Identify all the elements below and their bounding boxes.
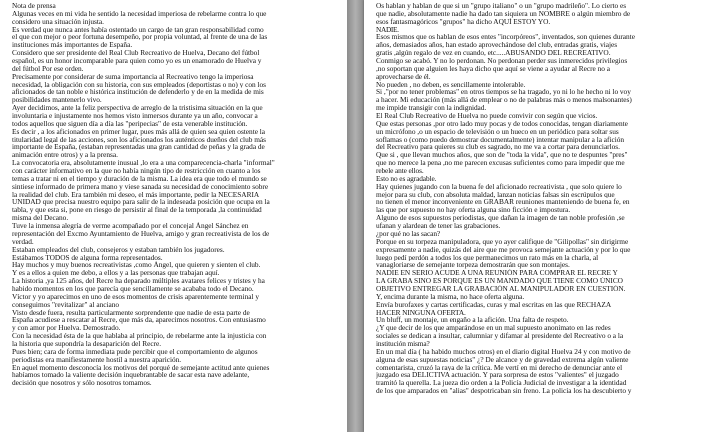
- text-line: con carácter informativo en la que no había ningún tipo de restricción en cuanto a los: [12, 167, 261, 175]
- text-line: que nadie, absolutamente nadie ha dado tan siquiera un NOMBRE o algún miembro de: [376, 9, 631, 18]
- text-line: mejor para su club, con absoluta maldad, lanzan noticias falsas sin escrúpulos que: [376, 190, 615, 199]
- text-line: la realidad del club. Era también mi deseo, el más importante, pedir la NECESARIA: [12, 190, 260, 199]
- text-line: luego pedí perdón a todos los que permanecimos un rato más en la charla, al: [376, 253, 599, 262]
- text-line: España acudiese a rescatar al Recre, que más da, aparecimos nosotros. Con entusiasmo: [12, 316, 266, 325]
- text-line: un micrófono ,o un espacio de televisión o un hueco en un periódico para soltar sus: [376, 127, 619, 136]
- text-line: esos fantasmagóricos "grupos" ha dicho AQUÍ ESTOY YO.: [376, 17, 551, 26]
- text-line: vanagloriarse de semejante torpeza demostrarán que son montajes.: [376, 261, 570, 270]
- text-line: NADIE.: [376, 25, 399, 34]
- text-line: Es decir , a los aficionados en primer lugar, pues más allá de quien sea quien ostente la: [12, 127, 266, 136]
- text-line: comentarista, cruzó la raya de la crítica. Me vertí en mi derecho de denunciar ante el: [376, 363, 623, 372]
- text-line: OBJETIVO ENTREGAR LA GRABACIÓN AL MANIPULADOR EN CUESTIÓN.: [376, 284, 626, 293]
- text-line: Visto desde fuera, resulta particularmente sorprendente que nadie de esta parte de: [12, 308, 250, 317]
- text-line: Algunas veces en mi vida he sentido la necesidad imperiosa de rebelarme contra lo que: [12, 9, 267, 18]
- text-line: Que si , que llevan muchos años, que son de "toda la vida", que no te despuntes "pres": [376, 151, 628, 160]
- text-line: me impide transigir con la indignidad.: [376, 104, 487, 113]
- text-line: Os hablan y hablan de que si un "grupo italiano" o un "grupo madrileño". Lo cierto es: [376, 2, 627, 10]
- text-line: gratis ,algún regalo de vez en cuando, etc.....ABUSANDO DEL RECREATIVO.: [376, 49, 611, 58]
- text-line: Es verdad que nunca antes había ostentado un cargo de tan gran responsabilidad como: [12, 25, 264, 34]
- text-line: aprovecharse de él.: [376, 72, 431, 81]
- text-line: titularidad legal de las acciones, son los aficionados los auténticos dueños del club más: [12, 135, 266, 144]
- page-gutter: [347, 0, 364, 432]
- text-line: ¿Y que decir de los que amparándose en un mal supuesto anonimato en las redes: [376, 324, 611, 333]
- text-line: español, es un honor incomparable para quien como yo es un enamorado de Huelva y: [12, 57, 262, 65]
- text-line: Víctor y yo aparecimos en uno de esos momentos de crisis aparentemente terminal y: [12, 292, 259, 301]
- text-line: juzgado esa DELICTIVA actuación. Y para sorpresa de estos "valientes" el juzgado: [376, 371, 619, 380]
- text-line: habido momentos en los que parecía que sencillamente se acababa todo el Decano.: [12, 284, 254, 293]
- text-line: Hay quienes jugando con la buena fe del aficionado recreativista , que solo quiere lo: [376, 182, 622, 191]
- text-line: no tienen el menor inconveniente en GRABAR reuniones manteniendo de buena fe, en: [376, 198, 630, 207]
- text-line: del fútbol Por ese orden.: [12, 64, 84, 73]
- text-line: Conmigo se acabó. Y no lo perdonan. No perdonan perder sus inmerecidos privilegios: [376, 57, 628, 65]
- text-line: necesidad, la obligación con su historia, con sus empleados (deportistas o no) y con los: [12, 80, 266, 89]
- document-page-right: [364, 0, 707, 432]
- text-line: animación entre otros) y a la prensa.: [12, 151, 118, 160]
- text-line: verdad.: [12, 237, 34, 246]
- text-line: LA GRABA SINO ES PORQUE ES UN MANDADO QUE TIENE COMO ÚNICO: [376, 277, 623, 285]
- text-line: ,no soportan que alguien les haya dicho que aquí se viene a ayudar al Recre no a: [376, 64, 610, 73]
- text-line: Estaban empleados del club, consejeros y estaban también los jugadores.: [12, 245, 225, 254]
- text-line: El Real Club Recreativo de Huelva no puede convivir con según que vicios.: [376, 112, 598, 120]
- text-line: habíamos tomado la valiente decisión inquebrantable de sacar esta nave adelante,: [12, 371, 250, 380]
- text-line: todos aquellos que siguen día a día las "peripecias" de esta venerable institución.: [12, 119, 248, 128]
- text-line: Tuve la inmensa alegría de verme acompañado por el concejal Ángel Sánchez en: [12, 222, 249, 230]
- text-line: Precisamente por considerar de suma importancia al Recreativo tengo la imperiosa: [12, 72, 254, 81]
- text-line: temas a tratar ni en el tiempo y duración de la misma. La idea era que todo el mundo se: [12, 174, 267, 183]
- text-line: Estábamos TODOS de alguna forma representados.: [12, 253, 163, 262]
- text-line: Un bluff, un montaje, un engaño a la afición. Una falta de respeto.: [376, 316, 569, 325]
- text-line: institución misma?: [376, 339, 430, 348]
- text-line: a hacer. Mi educación (más allá de emplear o no de palabras más o menos malsonantes): [376, 96, 632, 105]
- text-line: Si ,"por no tener problemas" en otros tiempos se ha tragado, yo ni lo he hecho ni lo voy: [376, 88, 631, 97]
- text-line: sintiese informado de primera mano y viese sanada su necesidad de conocimiento sobre: [12, 182, 269, 191]
- text-line: Con la necesidad ésta de la que hablaba al principio, de rebelarme ante la injusticia con: [12, 332, 267, 340]
- text-line: No pueden , no deben, es sencillamente intolerable.: [376, 80, 526, 89]
- text-line: tramitó la querella. La jueza dio orden a la Policía Judicial de investigar a la identidad: [376, 379, 627, 388]
- text-line: Envía burofaxes y cartas certificadas, curas y mal escritas en las que RECHAZA: [376, 300, 612, 309]
- text-line: Esos mismos que os hablan de esos entes "incorpóreos", inventados, son quienes durante: [376, 33, 635, 42]
- text-line: años, demasiados años, han estado aprovechándose del club, entradas gratis, viajes: [376, 41, 618, 50]
- text-line: Nota de prensa: [12, 2, 56, 10]
- text-line: Hay muchos y muy buenos recreativistas ,como Ángel, que quieren y sienten el club.: [12, 261, 261, 270]
- text-line: alguna de esas supuestas noticias" ¿? De alcance y de gravedad extrema algún valiente: [376, 355, 629, 364]
- text-line: del Recreativo para quieres su club es sagrado, no me va a cortar para denunciarlos.: [376, 143, 620, 152]
- text-line: Ayer decidimos, ante la feliz perspectiva de arreglo de la tristisima situación en la que: [12, 104, 263, 113]
- text-line: UNIDAD que precisa nuestro equipo para salir de la indeseada posición que ocupa en la: [12, 198, 270, 207]
- text-line: instituciones más importantes de España.: [12, 41, 133, 50]
- text-line: misma del Decano.: [12, 214, 69, 223]
- text-line: conseguimos "revitalizar" al anciano: [12, 300, 120, 309]
- text-line: Pues bien; cara de forma inmediata pude percibir que el comportamiento de algunos: [12, 347, 258, 356]
- text-line: importante de España, (estaban representadas una gran cantidad de peñas y la grada de: [12, 143, 265, 152]
- text-line: NADIE EN SERIO ACUDE A UNA REUNIÓN PARA COMPRAR EL RECRE Y: [376, 269, 618, 278]
- text-line: ¿por qué no las sacan?: [376, 229, 441, 238]
- text-line: posibilidades mantenerlo vivo.: [12, 96, 102, 105]
- text-line: Y, encima durante la misma, no hace oferta alguna.: [376, 292, 525, 301]
- text-line: Que estas personas ,por otro lado muy pocas y de todos conocidas, tengan diariamente: [376, 119, 628, 128]
- text-line: sociales se dedican a insultar, calumniar y difamar al presidente del Recreativo o a la: [376, 332, 624, 340]
- text-line: La historia ,ya 125 años, del Recre ha deparado múltiples avatares felices y tristes y ha: [12, 277, 265, 285]
- text-line: considero una situación injusta.: [12, 17, 104, 26]
- text-line: de los que amparados en "alias" despotricaban sin freno. La policía los ha descubierto y: [376, 387, 632, 395]
- text-line: y con amor por Huelva. Demostrado.: [12, 324, 121, 333]
- text-line: Porque en su torpeza manipuladora, que yo ayer califique de "Gilipollas" sin dirigirme: [376, 237, 629, 246]
- text-line: Considero que ser presidente del Real Club Recreativo de Huelva, Decano del fútbol: [12, 49, 260, 58]
- document-page-left: [0, 0, 347, 432]
- text-line: En un mal día ( ha habido muchos otros) en el diario digital Huelva 24 y con motivo de: [376, 347, 631, 356]
- text-line: expresamente a nadie, quizás del aire que me provoca semejante actuación y por lo que: [376, 245, 631, 254]
- text-line: que no merece la pena ,no me parecen excusas suficientes como para impedir que me: [376, 159, 625, 168]
- text-line: Alguno de esos supuestos periodistas, que dañan la imagen de tan noble profesión ,se: [376, 214, 625, 223]
- text-line: involuntaria e injustamente nos hemos visto inmersos durante ya un año, convocar a: [12, 112, 258, 120]
- text-line: ufanan y alardean de tener las grabaciones.: [376, 222, 501, 230]
- text-line: las que por supuesto no hay oferta alguna sino ficción e impostura.: [376, 206, 571, 215]
- text-line: el que con mejor o peor fortuna desempeño, por propia voluntad, al frente de una de las: [12, 33, 268, 42]
- text-line: La convocatoria era, absolutamente inusual ,lo era a una comparecencia-charla "informal": [12, 159, 275, 168]
- text-line: representación del Excmo Ayuntamiento de Huelva, amigo y gran recreativista de los de: [12, 229, 270, 238]
- text-line: decisión que nosotros y sólo nosotros tomamos.: [12, 379, 152, 388]
- text-line: aficionados de tan noble e histórica institución de defenderlo y de en la medida de mis: [12, 88, 264, 97]
- text-line: Y es a ellos a quien me debo, a ellos y a las personas que trabajan aquí.: [12, 269, 220, 278]
- text-line: En aquel momento desconocía los motivos del porqué de semejante actitud ante quienes: [12, 363, 270, 372]
- text-line: la historia que supondría la desaparición del Recre.: [12, 339, 162, 348]
- text-line: soflamas o (como puedo demostrar documentalmente) intentar manipular a la afición: [376, 135, 625, 144]
- text-line: HACER NINGUNA OFERTA.: [376, 308, 466, 317]
- text-line: rebele ante ellos.: [376, 167, 424, 175]
- text-line: tabla, y que esta si, pone en riesgo de persistir al final de la temporada ,la continuidad: [12, 206, 262, 215]
- text-line: Esto no es agradable.: [376, 174, 437, 183]
- text-line: periodistas era manifiestamente hostil a nuestra aparición.: [12, 355, 182, 364]
